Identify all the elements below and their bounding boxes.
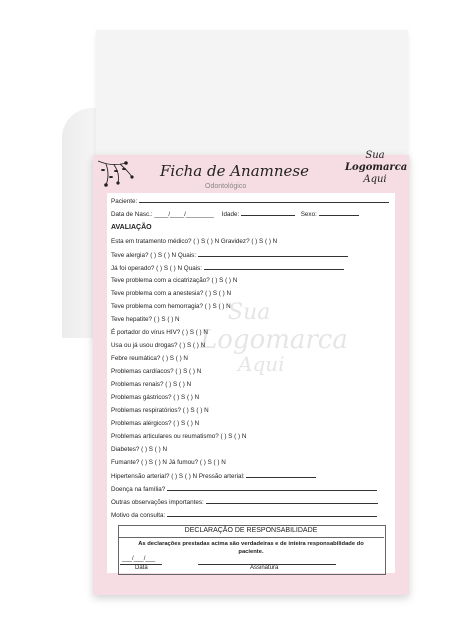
signature-label: Assinatura <box>250 565 279 571</box>
question-text: Fumante? ( ) S ( ) N Já fumou? ( ) S ( ) N <box>111 459 226 466</box>
question-row[interactable] <box>111 316 180 323</box>
question-text: Problemas respiratórios? ( ) S ( ) N <box>111 407 209 414</box>
question-row[interactable] <box>111 485 377 493</box>
question-row[interactable] <box>111 290 231 297</box>
question-row[interactable] <box>111 420 199 427</box>
floral-branch-icon <box>96 155 138 191</box>
question-text: Teve problema com a anestesia? ( ) S ( ) N <box>111 290 232 297</box>
question-text: Já foi operado? ( ) S ( ) N Quais: <box>111 265 202 272</box>
form-subtitle: Odontológico <box>205 183 247 190</box>
question-row[interactable] <box>111 511 377 519</box>
date-label: Data <box>135 565 148 571</box>
watermark-line-2: Logomarca <box>200 325 348 355</box>
field-nasc-row[interactable] <box>111 210 359 218</box>
field-label: Idade: <box>221 211 240 218</box>
field-label: Paciente: <box>111 198 138 205</box>
question-text: Teve problema com hemorragia? ( ) S ( ) N <box>111 303 231 310</box>
question-text: Hipertensão arterial? ( ) S ( ) N Pressão arterial: <box>111 473 245 480</box>
question-text: Febre reumática? ( ) S ( ) N <box>111 355 188 362</box>
question-text: Teve problema com a cicatrização? ( ) S ( ) N <box>111 277 238 284</box>
question-text: Teve alergia? ( ) S ( ) N Quais: <box>111 252 197 259</box>
field-underline <box>206 498 378 504</box>
field-underline <box>204 264 344 270</box>
logo-line-1: Sua <box>365 150 385 161</box>
declaration-text: As declarações prestadas acima são verdadeiras e de inteira responsabilidade do paciente. <box>138 541 364 555</box>
question-row[interactable] <box>111 381 191 388</box>
question-row[interactable] <box>111 459 226 466</box>
field-underline <box>246 472 316 478</box>
question-row[interactable] <box>111 303 231 310</box>
field-label: Sexo: <box>300 211 317 218</box>
question-row[interactable] <box>111 251 348 259</box>
field-underline <box>241 210 295 216</box>
date-blanks[interactable]: ___/___/___ <box>122 556 156 562</box>
logo-line-3: Aqui <box>363 174 387 185</box>
section-title: AVALIAÇÃO <box>111 224 152 231</box>
question-text: Problemas gástricos? ( ) S ( ) N <box>111 394 200 401</box>
watermark-line-3: Aqui <box>238 352 285 376</box>
logo-placeholder <box>345 150 408 186</box>
question-text: Usa ou já usou drogas? ( ) S ( ) N <box>111 342 206 349</box>
nasc-blanks: ____/____/________ <box>154 211 214 218</box>
question-row[interactable] <box>111 264 344 272</box>
notepad-back-page <box>96 30 408 170</box>
question-text: Problemas cardíacos? ( ) S ( ) N <box>111 368 202 375</box>
field-underline <box>198 251 348 257</box>
logo-line-2: Logomarca <box>345 162 408 173</box>
question-text: Motivo da consulta: <box>111 512 166 519</box>
field-underline <box>319 210 359 216</box>
question-row[interactable] <box>111 446 167 453</box>
question-text: Doença na família? <box>111 486 166 493</box>
field-paciente[interactable] <box>111 197 389 205</box>
question-row[interactable] <box>111 433 246 440</box>
question-text: Problemas articulares ou reumatismo? ( ) S ( ) N <box>111 433 247 440</box>
question-row[interactable] <box>111 277 237 284</box>
question-row[interactable] <box>111 368 201 375</box>
question-row[interactable] <box>111 407 209 414</box>
question-row[interactable] <box>111 342 205 349</box>
question-text: Diabetes? ( ) S ( ) N <box>111 446 167 453</box>
question-text: Problemas renais? ( ) S ( ) N <box>111 381 192 388</box>
field-underline <box>139 197 389 203</box>
form-title: Ficha de Anamnese <box>160 162 309 180</box>
question-row[interactable] <box>111 472 316 480</box>
question-row[interactable] <box>111 498 378 506</box>
field-label: Data de Nasc.: <box>111 211 153 218</box>
question-row[interactable] <box>111 329 208 336</box>
question-text: Problemas alérgicos? ( ) S ( ) N <box>111 420 200 427</box>
question-row[interactable] <box>111 238 277 245</box>
watermark-line-1: Sua <box>228 300 271 325</box>
question-text: Outras observações importantes: <box>111 499 204 506</box>
question-text: Teve hepatite? ( ) S ( ) N <box>111 316 180 323</box>
field-underline <box>167 485 377 491</box>
declaration-title: DECLARAÇÃO DE RESPONSABILIDADE <box>184 527 318 534</box>
question-text: É portador do vírus HIV? ( ) S ( ) N <box>111 329 208 336</box>
question-text: Esta em tratamento médico? ( ) S ( ) N Gravidez? ( ) S ( ) N <box>111 238 278 245</box>
question-row[interactable] <box>111 394 199 401</box>
declaration-divider <box>118 537 384 538</box>
question-row[interactable] <box>111 355 188 362</box>
field-underline <box>167 511 377 517</box>
